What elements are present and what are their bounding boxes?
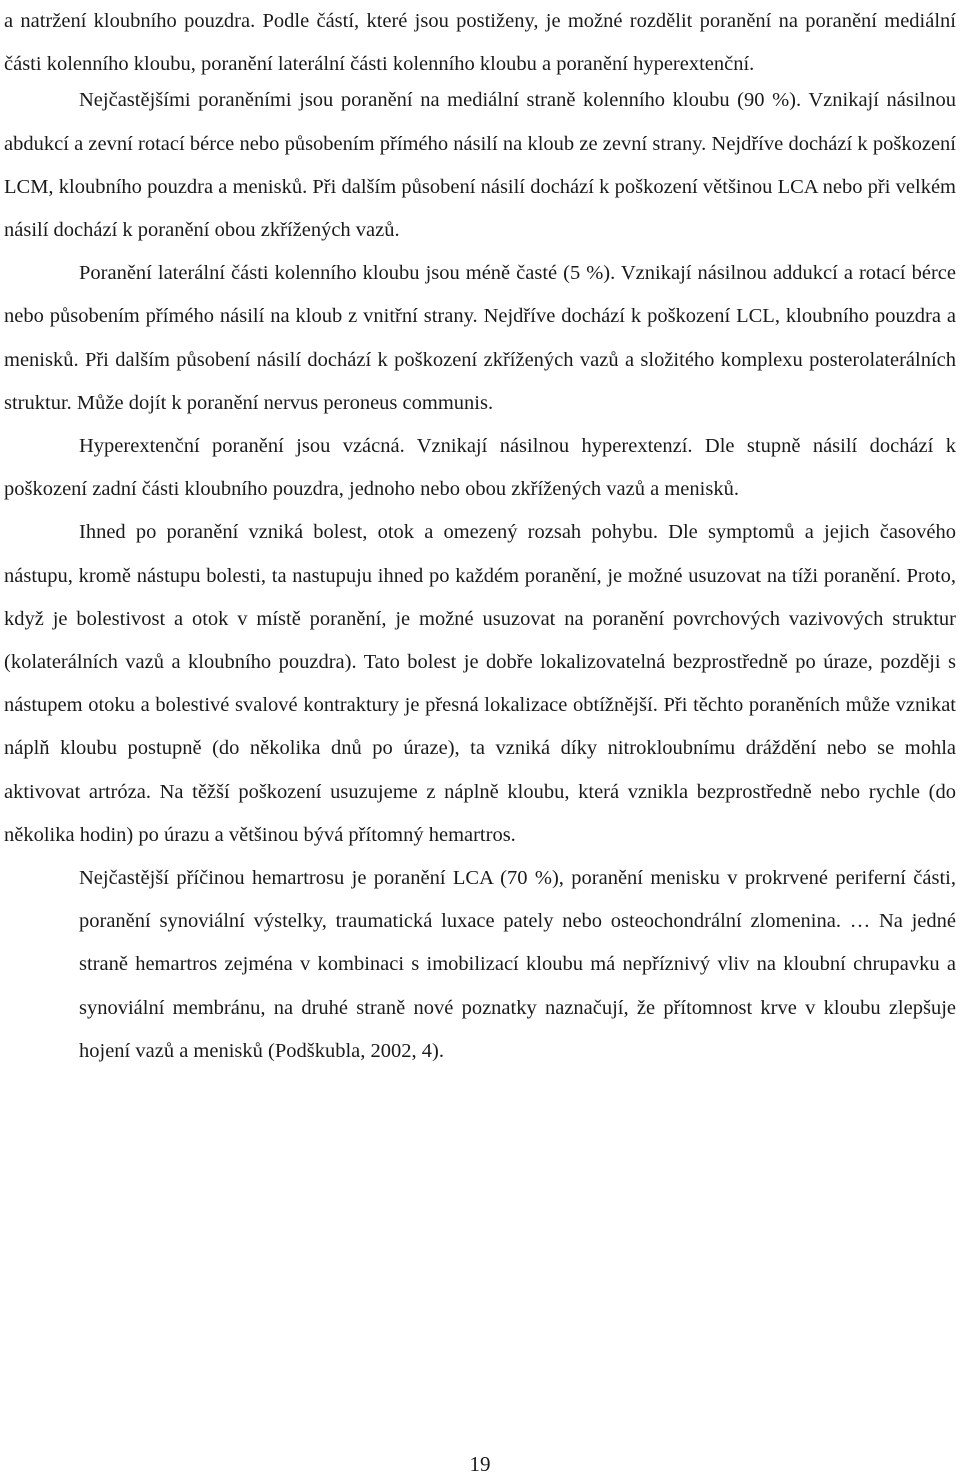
paragraph-hyperextension-injuries: Hyperextenční poranění jsou vzácná. Vznikají násilnou hyperextenzí. Dle stupně násilí dochází k poškození zadní části kloubního pouzdra, jednoho nebo obou zkřížených vazů a menisků. — [4, 435, 956, 501]
page-number: 19 — [469, 1452, 491, 1476]
paragraph-continuation: a natržení kloubního pouzdra. Podle částí, které jsou postiženy, je možné rozdělit poranění na poranění mediální části kolenního kloubu, poranění laterální části kolenního kloubu a poranění hyperextenční. — [4, 10, 956, 76]
document-page — [4, 0, 956, 1073]
paragraph-lateral-injuries: Poranění laterální části kolenního kloubu jsou méně časté (5 %). Vznikají násilnou addukcí a rotací bérce nebo působením přímého násilí na kloub z vnitřní strany. Nejdříve dochází k poškození LCL, kloubního pouzdra a menisků. Při dalším působení násilí dochází k poškození zkřížených vazů a složitého komplexu posterolaterálních struktur. Může dojít k poranění nervus peroneus communis. — [4, 262, 956, 414]
block-quote-hemartros: Nejčastější příčinou hemartrosu je poranění LCA (70 %), poranění menisku v prokrvené periferní části, poranění synoviální výstelky, traumatická luxace pately nebo osteochondrální zlomenina. … Na jedné straně hemartros zejména v kombinaci s imobilizací kloubu má nepříznivý vliv na kloubní chrupavku a synoviální membránu, na druhé straně nové poznatky naznačují, že přítomnost krve v kloubu zlepšuje hojení vazů a menisků (Podškubla, 2002, 4). — [79, 867, 956, 1062]
paragraph-medial-injuries: Nejčastějšími poraněními jsou poranění na mediální straně kolenního kloubu (90 %). Vznikají násilnou abdukcí a zevní rotací bérce nebo působením přímého násilí na kloub ze zevní strany. Nejdříve dochází k poškození LCM, kloubního pouzdra a menisků. Při dalším působení násilí dochází k poškození většinou LCA nebo při velkém násilí dochází k poranění obou zkřížených vazů. — [4, 89, 956, 242]
paragraph-symptoms: Ihned po poranění vzniká bolest, otok a omezený rozsah pohybu. Dle symptomů a jejich časového nástupu, kromě nástupu bolesti, ta nastupuju ihned po každém poranění, je možné usuzovat na tíži poranění. Proto, když je bolestivost a otok v místě poranění, je možné usuzovat na poranění povrchových vazivových struktur (kolaterálních vazů a kloubního pouzdra). Tato bolest je dobře lokalizovatelná bezprostředně po úraze, později s nástupem otoku a bolestivé svalové kontraktury je přesná lokalizace obtížnější. Při těchto poraněních může vznikat náplň kloubu postupně (do několika dnů po úraze), ta vzniká díky nitrokloubnímu dráždění nebo se mohla aktivovat artróza. Na těžší poškození usuzujeme z náplně kloubu, která vznikla bezprostředně nebo rychle (do několika hodin) po úrazu a většinou bývá přítomný hemartros. — [4, 521, 956, 846]
